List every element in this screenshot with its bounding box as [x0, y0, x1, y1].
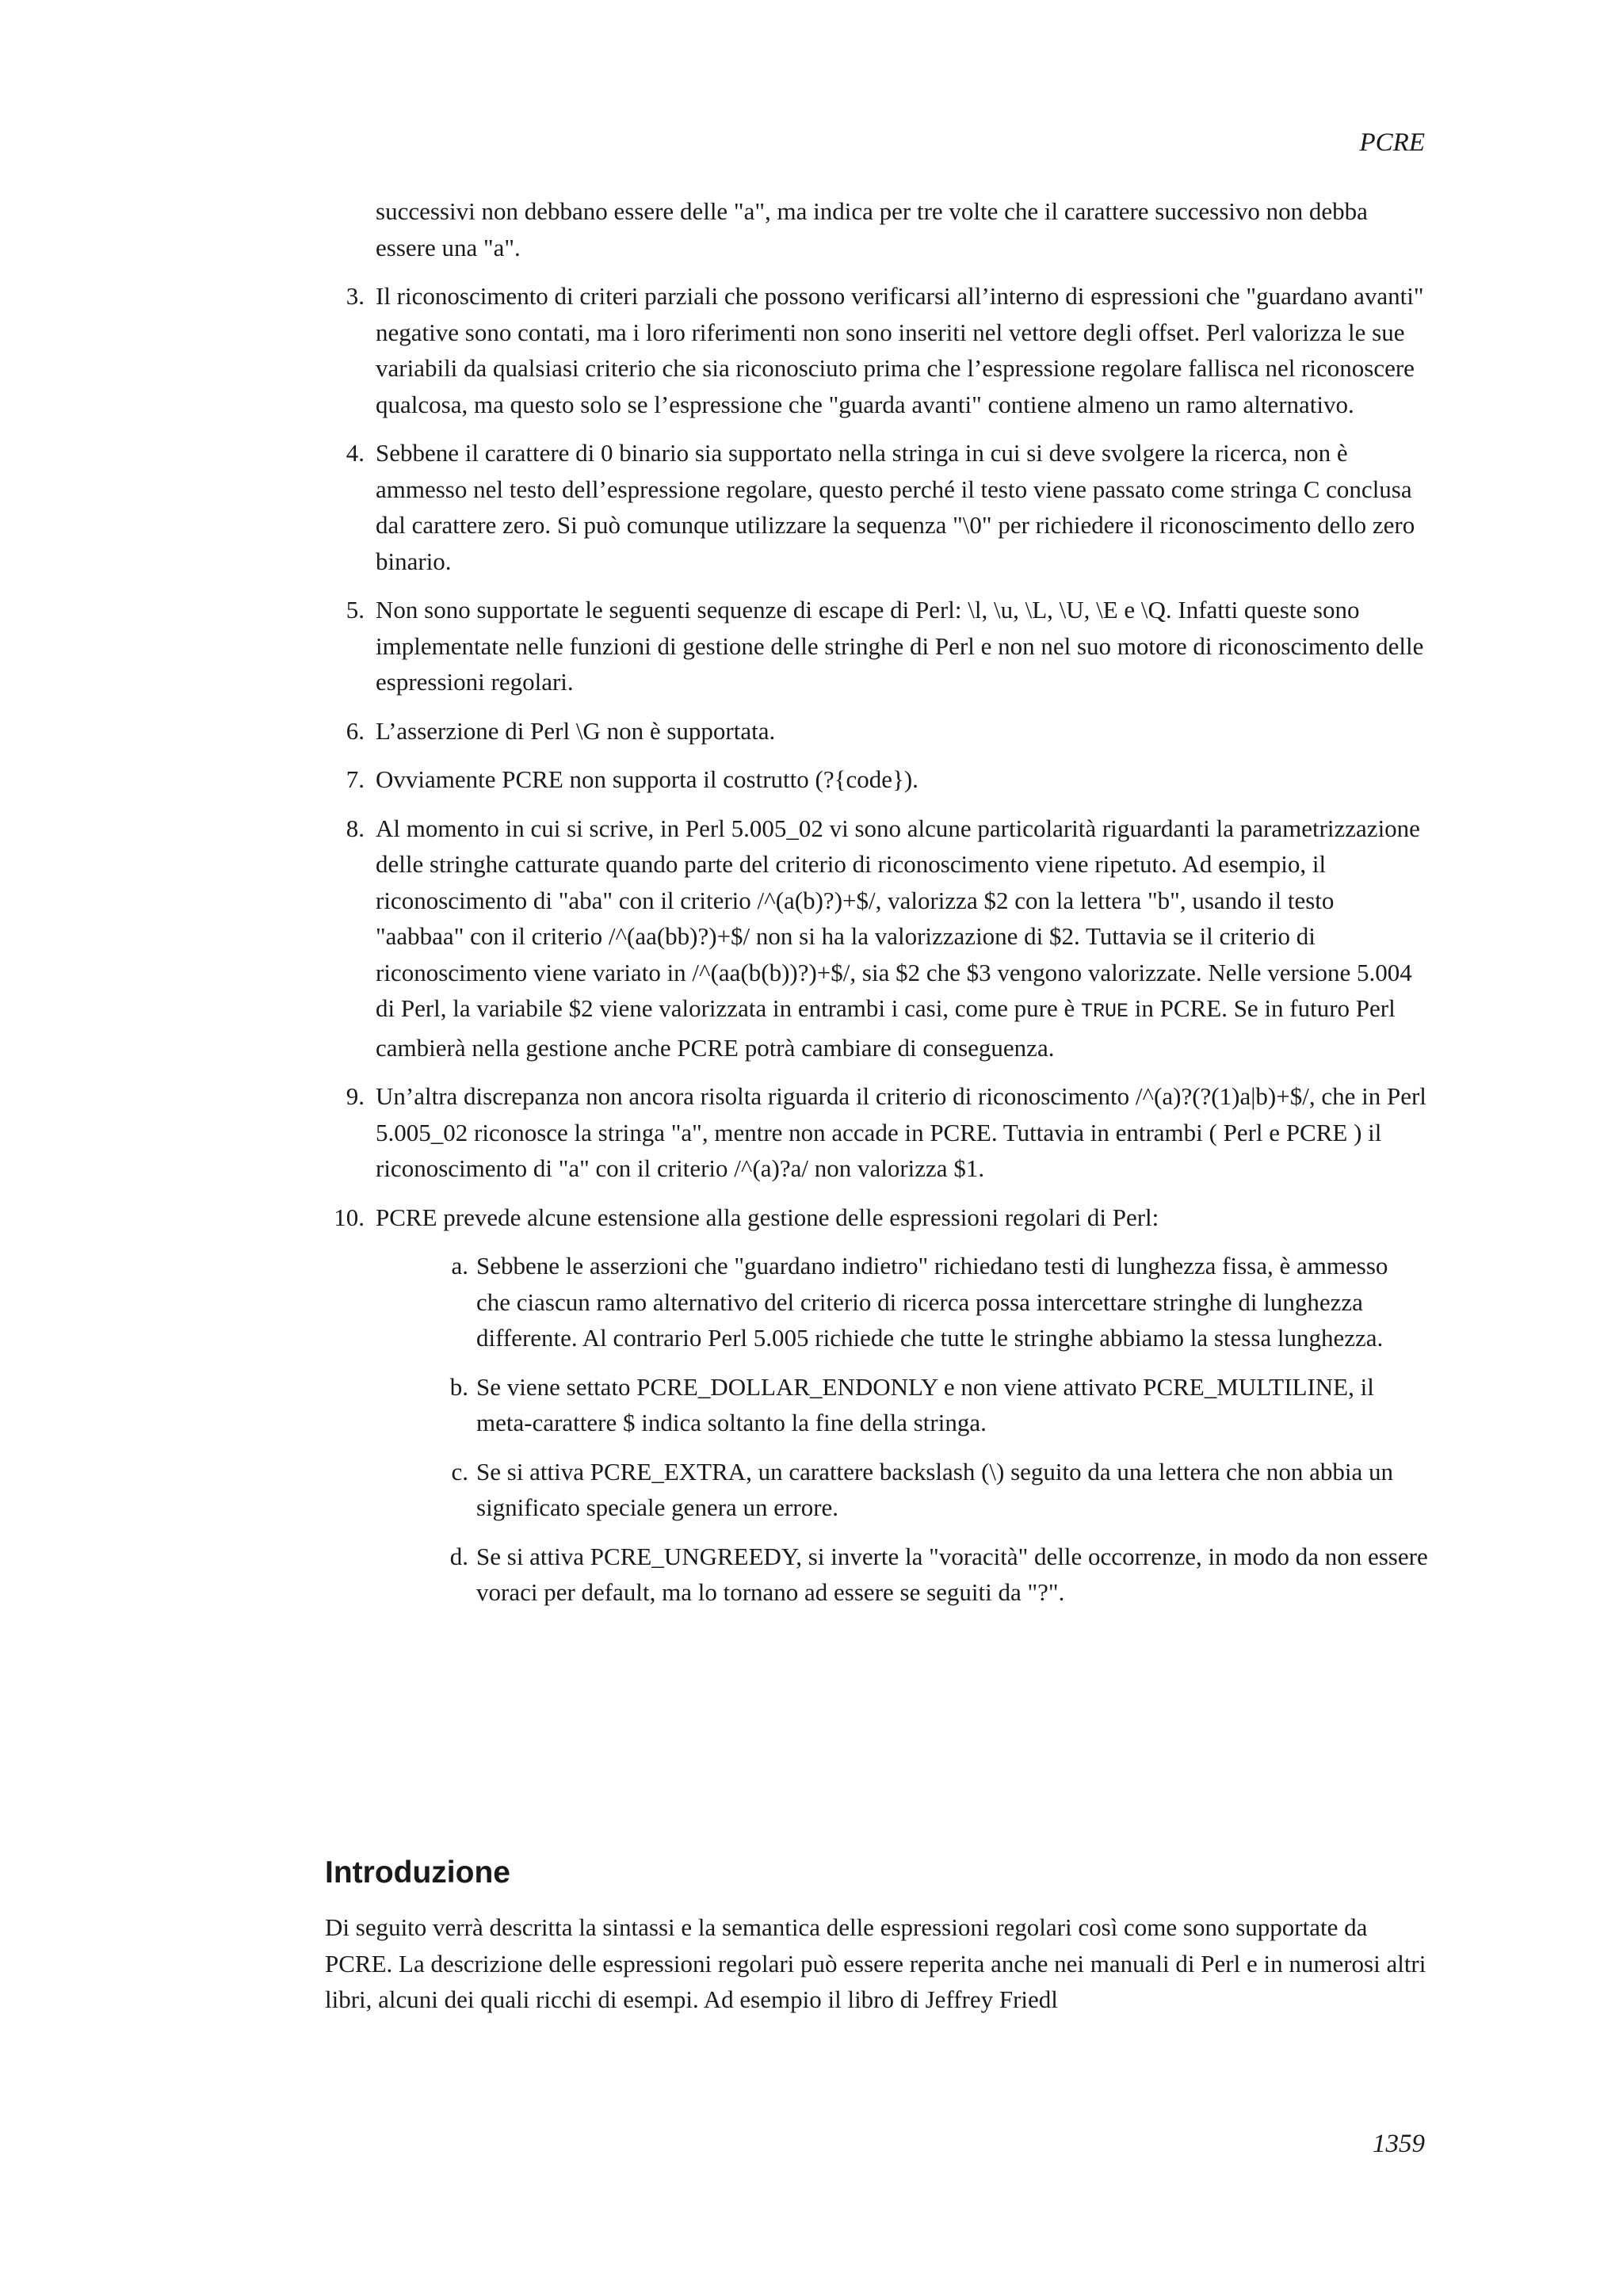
- list-number: 8.: [346, 814, 365, 842]
- sublist-letter: d.: [449, 1542, 468, 1570]
- list-text: Non sono supportate le seguenti sequenze di escape di Perl: \l, \u, \L, \U, \E e \Q. Infatti queste sono implementate nelle funzioni di gestione delle stringhe di Perl e non nel suo motore di riconoscimento delle espressioni regolari.: [376, 596, 1424, 696]
- sublist-item: [376, 1539, 1428, 1611]
- code-literal: TRUE: [1081, 1000, 1129, 1023]
- sublist-text: Se viene settato PCRE_DOLLAR_ENDONLY e non viene attivato PCRE_MULTILINE, il meta-carattere $ indica soltanto la fine della stringa.: [476, 1372, 1374, 1436]
- extensions-sublist: [376, 1248, 1428, 1611]
- sublist-item: [376, 1248, 1428, 1356]
- section-heading: Introduzione: [325, 1855, 510, 1890]
- list-text: Un’altra discrepanza non ancora risolta riguarda il criterio di riconoscimento /^(a)?(?(1)a|b)+$/, che in Perl 5.005_02 riconosce la stringa "a", mentre non accade in PCRE. Tuttavia in entrambi ( Perl e PCRE ) il riconoscimento di "a" con il criterio /^(a)?a/ non valorizza $1.: [376, 1082, 1426, 1182]
- running-header: PCRE: [1359, 128, 1425, 157]
- list-item: [325, 810, 1428, 1066]
- continuation-text: successivi non debbano essere delle "a", ma indica per tre volte che il carattere successivo non debba essere una "a".: [376, 197, 1368, 261]
- list-number: 5.: [346, 596, 365, 624]
- list-text: Sebbene il carattere di 0 binario sia supportato nella stringa in cui si deve svolgere la ricerca, non è ammesso nel testo dell’espressione regolare, questo perché il testo viene passato come stringa C conclusa dal carattere zero. Si può comunque utilizzare la sequenza "\0" per richiedere il riconoscimento dello zero binario.: [376, 439, 1415, 575]
- list-item: [325, 278, 1428, 422]
- sublist-text: Sebbene le asserzioni che "guardano indietro" richiedano testi di lunghezza fissa, è ammesso che ciascun ramo alternativo del criterio di ricerca possa intercettare stringhe di lunghezza differente. Al contrario Perl 5.005 richiede che tutte le stringhe abbiamo la stessa lunghezza.: [476, 1252, 1388, 1352]
- list-item: [325, 713, 1428, 749]
- sublist-letter: b.: [449, 1372, 468, 1401]
- list-text-part: Al momento in cui si scrive, in Perl 5.005_02 vi sono alcune particolarità riguardanti la parametrizzazione delle stringhe catturate quando parte del criterio di riconoscimento viene ripetuto. Ad esempio, il riconoscimento di "aba" con il criterio /^(a(b)?)+$/, valorizza $2 con la lettera "b", usando il testo "aabbaa" con il criterio /^(aa(bb)?)+$/ non si ha la valorizzazione di $2. Tuttavia se il criterio di riconoscimento viene variato in /^(aa(b(b))?)+$/, sia $2 che $3 vengono valorizzate. Nelle versione 5.004 di Perl, la variabile $2 viene valorizzata in entrambi i casi, come pure è: [376, 814, 1420, 1022]
- list-number: 10.: [334, 1203, 365, 1231]
- sublist-text: Se si attiva PCRE_UNGREEDY, si inverte la "voracità" delle occorrenze, in modo da non essere voraci per default, ma lo tornano ad essere se seguiti da "?".: [476, 1542, 1428, 1606]
- sublist-letter: a.: [451, 1252, 468, 1280]
- list-item: [325, 592, 1428, 700]
- differences-list: [325, 278, 1428, 1611]
- list-number: 4.: [346, 439, 365, 467]
- section-paragraph: Di seguito verrà descritta la sintassi e la semantica delle espressioni regolari così come sono supportate da PCRE. La descrizione delle espressioni regolari può essere reperita anche nei manuali di Perl e in numerosi altri libri, alcuni dei quali ricchi di esempi. Ad esempio il libro di Jeffrey Friedl: [325, 1913, 1426, 2013]
- sublist-letter: c.: [451, 1457, 468, 1486]
- introduzione-section: [325, 1854, 1434, 2018]
- page-number: 1359: [1373, 2130, 1425, 2158]
- list-text: PCRE prevede alcune estensione alla gestione delle espressioni regolari di Perl:: [376, 1203, 1159, 1231]
- list-text: Ovviamente PCRE non supporta il costrutto (?{code}).: [376, 765, 918, 793]
- list-item: [325, 435, 1428, 579]
- sublist-item: [376, 1454, 1428, 1526]
- list-number: 9.: [346, 1082, 365, 1110]
- list-item: [325, 1078, 1428, 1187]
- list-item: [325, 1199, 1428, 1611]
- list-text-part: in PCRE. Se in futuro Perl cambierà nella gestione anche PCRE potrà cambiare di conseguenza.: [376, 994, 1396, 1062]
- list-item: [325, 761, 1428, 798]
- list-text: Il riconoscimento di criteri parziali che possono verificarsi all’interno di espressioni che "guardano avanti" negative sono contati, ma i loro riferimenti non sono inseriti nel vettore degli offset. Perl valorizza le sue variabili da qualsiasi criterio che sia riconosciuto prima che l’espressione regolare fallisca nel riconoscere qualcosa, ma questo solo se l’espressione che "guarda avanti" contiene almeno un ramo alternativo.: [376, 282, 1424, 418]
- list-number: 3.: [346, 282, 365, 310]
- list-number: 7.: [346, 765, 365, 793]
- list-text: [376, 814, 1420, 1062]
- list-number: 6.: [346, 716, 365, 745]
- sublist-item: [376, 1369, 1428, 1441]
- list-text: L’asserzione di Perl \G non è supportata.: [376, 716, 776, 745]
- sublist-text: Se si attiva PCRE_EXTRA, un carattere backslash (\) seguito da una lettera che non abbia un significato speciale genera un errore.: [476, 1457, 1393, 1521]
- main-content: [325, 193, 1428, 1623]
